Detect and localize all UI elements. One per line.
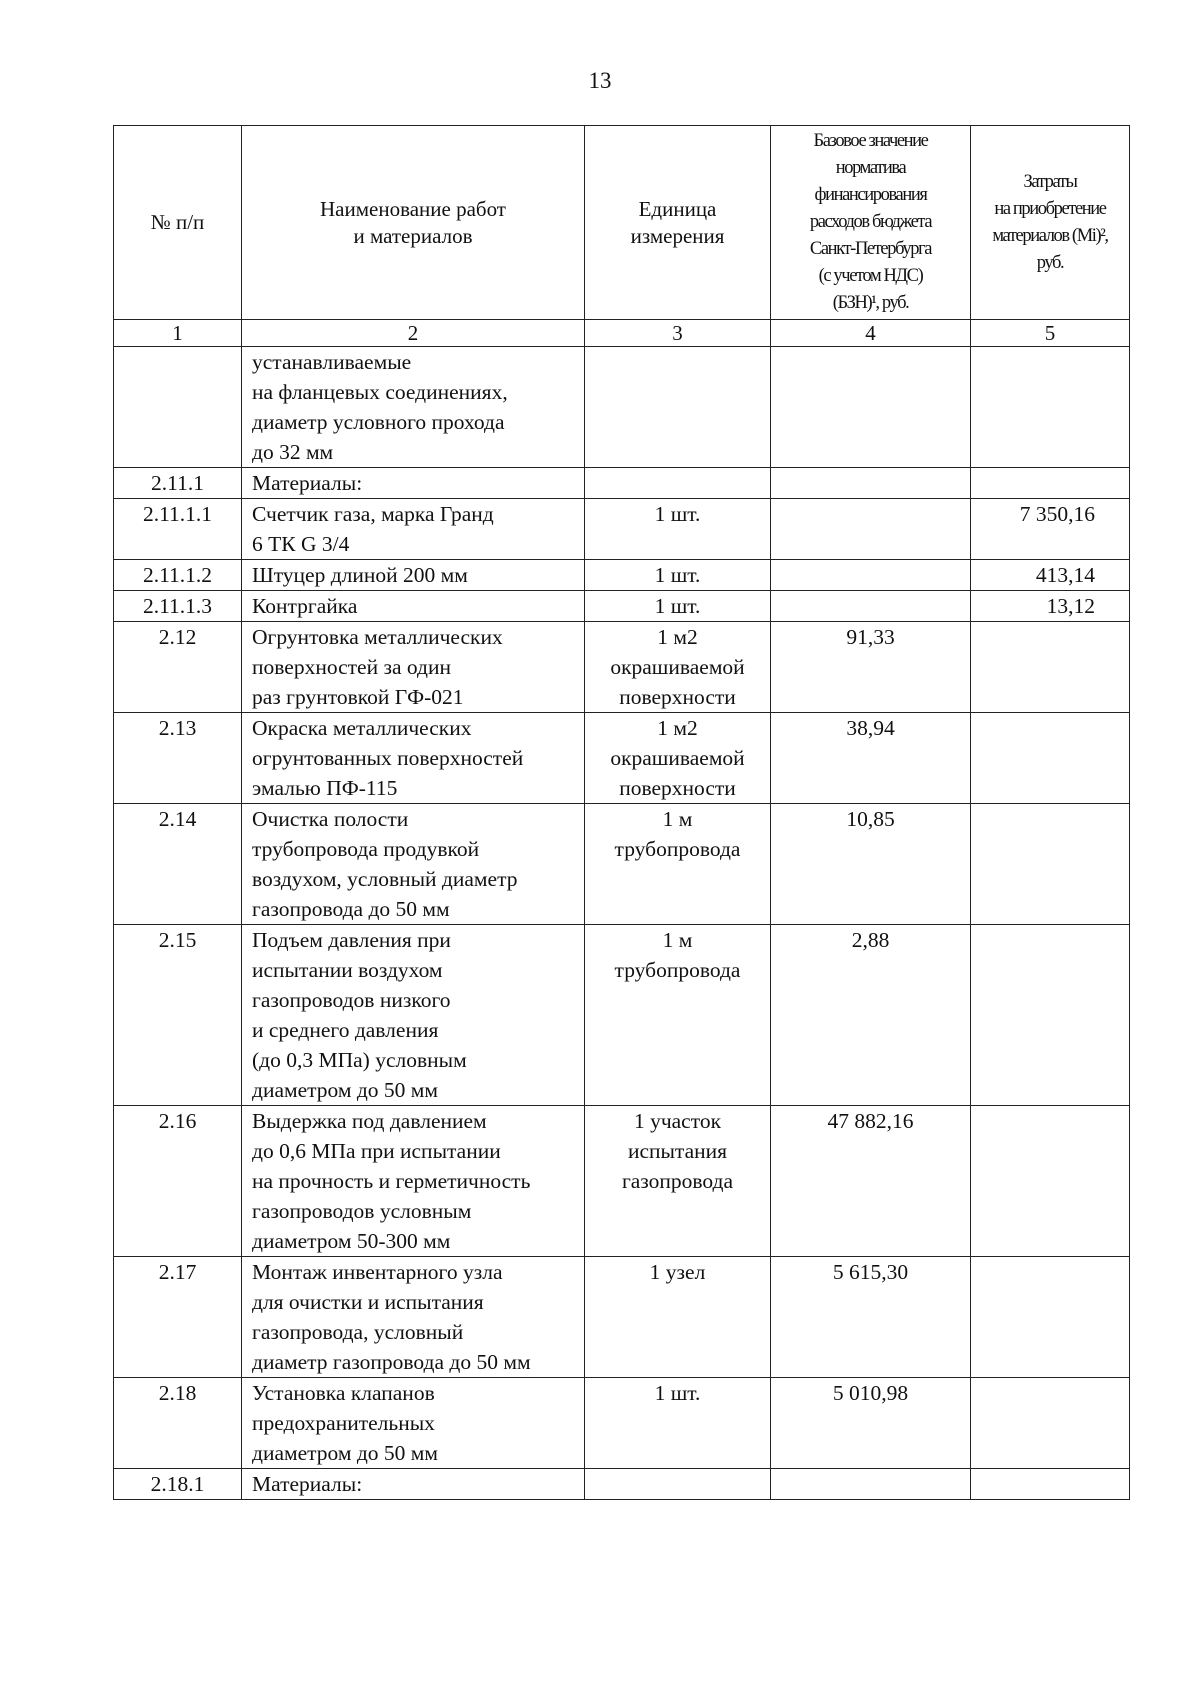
cell-unit <box>585 347 771 468</box>
cell-material-cost <box>971 1257 1130 1378</box>
table-row <box>114 1469 1130 1500</box>
cell-item-number: 2.11.1.1 <box>114 499 242 560</box>
cell-material-cost: 7 350,16 <box>971 499 1130 560</box>
norms-table <box>113 125 1130 1500</box>
column-number: 5 <box>971 320 1130 347</box>
cell-work-name: Счетчик газа, марка Гранд 6 ТК G 3/4 <box>242 499 585 560</box>
table-row <box>114 622 1130 713</box>
cell-base-value <box>771 591 971 622</box>
cell-base-value: 47 882,16 <box>771 1106 971 1257</box>
header-row <box>114 126 1130 320</box>
cell-material-cost <box>971 1469 1130 1500</box>
cell-unit: 1 шт. <box>585 1378 771 1469</box>
header-material-cost: Затраты на приобретение материалов (Mi)², руб. <box>971 126 1130 320</box>
cell-base-value: 2,88 <box>771 925 971 1106</box>
cell-work-name: Материалы: <box>242 468 585 499</box>
cell-item-number <box>114 347 242 468</box>
cell-item-number: 2.18 <box>114 1378 242 1469</box>
cell-base-value <box>771 499 971 560</box>
cell-work-name: Контргайка <box>242 591 585 622</box>
table-body <box>114 347 1130 1500</box>
cell-work-name: Очистка полости трубопровода продувкой воздухом, условный диаметр газопровода до 50 мм <box>242 804 585 925</box>
table-row <box>114 591 1130 622</box>
cell-item-number: 2.11.1.3 <box>114 591 242 622</box>
table-row <box>114 347 1130 468</box>
cell-base-value: 91,33 <box>771 622 971 713</box>
table-row <box>114 804 1130 925</box>
table-row <box>114 1106 1130 1257</box>
cell-item-number: 2.18.1 <box>114 1469 242 1500</box>
table-row <box>114 1257 1130 1378</box>
table-row <box>114 499 1130 560</box>
cell-item-number: 2.11.1 <box>114 468 242 499</box>
cell-unit: 1 участок испытания газопровода <box>585 1106 771 1257</box>
cell-work-name: Установка клапанов предохранительных диаметром до 50 мм <box>242 1378 585 1469</box>
table-row <box>114 713 1130 804</box>
cell-unit: 1 м2 окрашиваемой поверхности <box>585 622 771 713</box>
cell-work-name: Огрунтовка металлических поверхностей за один раз грунтовкой ГФ-021 <box>242 622 585 713</box>
cell-work-name: Монтаж инвентарного узла для очистки и испытания газопровода, условный диаметр газопровода до 50 мм <box>242 1257 585 1378</box>
cell-item-number: 2.14 <box>114 804 242 925</box>
cell-unit <box>585 1469 771 1500</box>
cell-material-cost <box>971 713 1130 804</box>
cell-work-name: Выдержка под давлением до 0,6 МПа при испытании на прочность и герметичность газопроводов условным диаметром 50-300 мм <box>242 1106 585 1257</box>
cell-unit: 1 узел <box>585 1257 771 1378</box>
cell-base-value <box>771 560 971 591</box>
cell-unit: 1 шт. <box>585 560 771 591</box>
cell-unit: 1 шт. <box>585 499 771 560</box>
cell-material-cost: 13,12 <box>971 591 1130 622</box>
cell-base-value: 38,94 <box>771 713 971 804</box>
cell-material-cost <box>971 347 1130 468</box>
cell-unit <box>585 468 771 499</box>
cell-material-cost <box>971 468 1130 499</box>
column-number-row <box>114 320 1130 347</box>
cell-item-number: 2.12 <box>114 622 242 713</box>
cell-work-name: Окраска металлических огрунтованных поверхностей эмалью ПФ-115 <box>242 713 585 804</box>
cell-unit: 1 м трубопровода <box>585 925 771 1106</box>
header-unit: Единица измерения <box>585 126 771 320</box>
cell-item-number: 2.16 <box>114 1106 242 1257</box>
cell-item-number: 2.13 <box>114 713 242 804</box>
cell-item-number: 2.11.1.2 <box>114 560 242 591</box>
table-row <box>114 468 1130 499</box>
table-row <box>114 1378 1130 1469</box>
table-row <box>114 560 1130 591</box>
column-number: 4 <box>771 320 971 347</box>
cell-work-name: Штуцер длиной 200 мм <box>242 560 585 591</box>
cell-item-number: 2.17 <box>114 1257 242 1378</box>
header-base-value: Базовое значение норматива финансирования расходов бюджета Санкт-Петербурга (с учетом НДС) (БЗН)¹, руб. <box>771 126 971 320</box>
cell-unit: 1 м2 окрашиваемой поверхности <box>585 713 771 804</box>
cell-material-cost <box>971 1378 1130 1469</box>
cell-base-value <box>771 468 971 499</box>
cell-base-value <box>771 347 971 468</box>
cell-material-cost <box>971 622 1130 713</box>
header-num: № п/п <box>114 126 242 320</box>
cell-base-value: 5 615,30 <box>771 1257 971 1378</box>
column-number: 1 <box>114 320 242 347</box>
page-number: 13 <box>588 68 612 93</box>
column-number: 2 <box>242 320 585 347</box>
column-number: 3 <box>585 320 771 347</box>
cell-material-cost: 413,14 <box>971 560 1130 591</box>
cell-work-name: Подъем давления при испытании воздухом газопроводов низкого и среднего давления (до 0,3 МПа) условным диаметром до 50 мм <box>242 925 585 1106</box>
cell-base-value: 5 010,98 <box>771 1378 971 1469</box>
header-name: Наименование работ и материалов <box>242 126 585 320</box>
cell-material-cost <box>971 804 1130 925</box>
cell-base-value: 10,85 <box>771 804 971 925</box>
table-row <box>114 925 1130 1106</box>
cell-work-name: Материалы: <box>242 1469 585 1500</box>
cell-work-name: устанавливаемые на фланцевых соединениях, диаметр условного прохода до 32 мм <box>242 347 585 468</box>
cell-material-cost <box>971 1106 1130 1257</box>
cell-unit: 1 шт. <box>585 591 771 622</box>
cell-unit: 1 м трубопровода <box>585 804 771 925</box>
cell-item-number: 2.15 <box>114 925 242 1106</box>
cell-base-value <box>771 1469 971 1500</box>
cell-material-cost <box>971 925 1130 1106</box>
